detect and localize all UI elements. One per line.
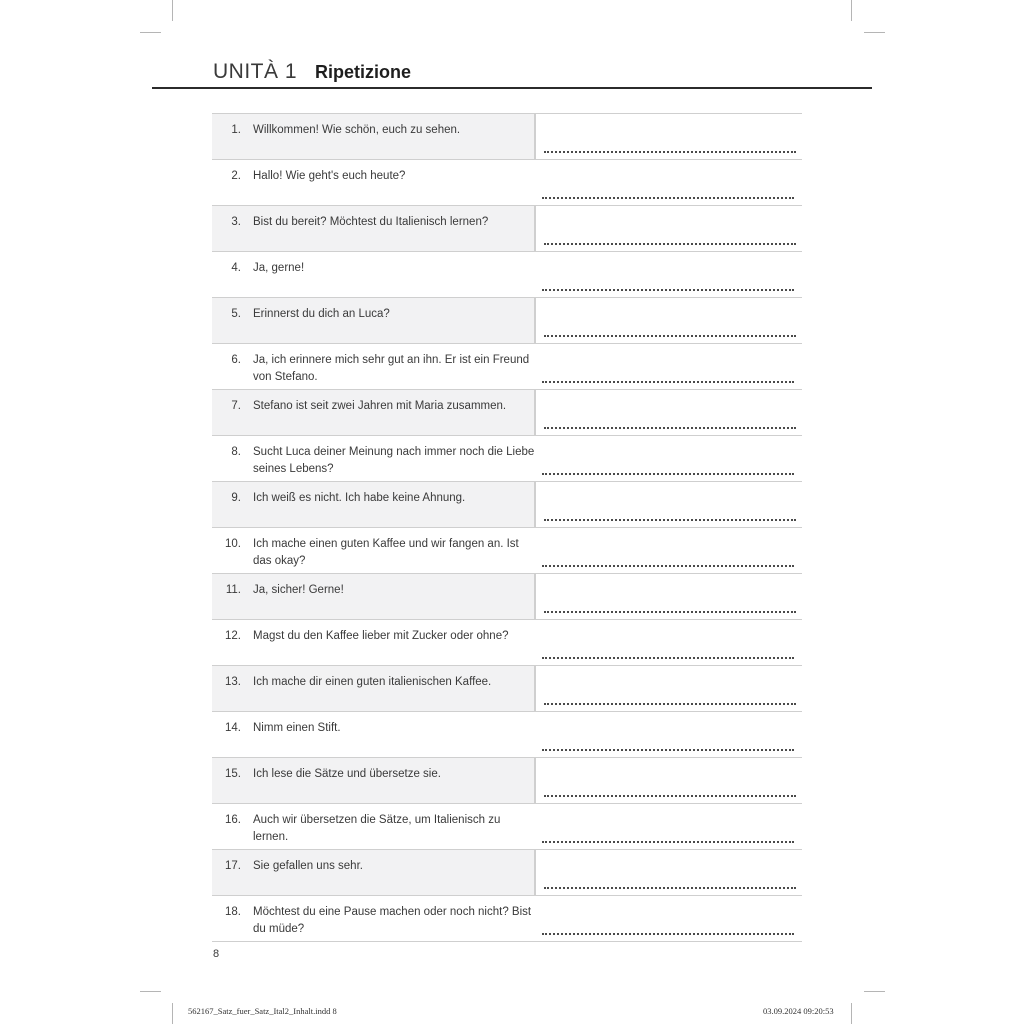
- answer-dotted-line: [544, 243, 796, 245]
- exercise-number: 12.: [225, 630, 241, 642]
- crop-mark: [172, 0, 173, 21]
- exercise-row: [212, 344, 802, 390]
- exercise-number: 4.: [231, 262, 241, 274]
- answer-dotted-line: [542, 841, 794, 843]
- answer-field[interactable]: [534, 114, 804, 159]
- exercise-number: 9.: [231, 492, 241, 504]
- page-header: [213, 60, 411, 84]
- crop-mark: [140, 32, 161, 33]
- exercise-row: [212, 620, 802, 666]
- exercise-row: [212, 804, 802, 850]
- answer-field[interactable]: [534, 298, 804, 343]
- exercise-number: 1.: [231, 124, 241, 136]
- exercise-prompt: Hallo! Wie geht's euch heute?: [253, 170, 406, 182]
- answer-field[interactable]: [534, 252, 802, 297]
- exercise-prompt: Erinnerst du dich an Luca?: [253, 308, 390, 320]
- exercise-row: [212, 436, 802, 482]
- exercise-prompt: Sie gefallen uns sehr.: [253, 860, 363, 872]
- exercise-number: 15.: [225, 768, 241, 780]
- answer-field[interactable]: [534, 206, 804, 251]
- exercise-row: [212, 758, 802, 804]
- page-number: 8: [213, 948, 220, 960]
- crop-mark: [864, 32, 885, 33]
- exercise-prompt: Ich mache dir einen guten italienischen Kaffee.: [253, 676, 492, 688]
- exercise-row: [212, 712, 802, 758]
- exercise-row: [212, 574, 802, 620]
- exercise-table: [212, 113, 802, 942]
- answer-field[interactable]: [534, 574, 804, 619]
- exercise-number: 16.: [225, 814, 241, 826]
- answer-dotted-line: [542, 565, 794, 567]
- answer-dotted-line: [544, 335, 796, 337]
- answer-dotted-line: [542, 657, 794, 659]
- answer-field[interactable]: [534, 160, 802, 205]
- exercise-prompt: Ich weiß es nicht. Ich habe keine Ahnung.: [253, 492, 466, 504]
- answer-dotted-line: [544, 795, 796, 797]
- crop-mark: [864, 991, 885, 992]
- answer-field[interactable]: [534, 436, 802, 481]
- exercise-row: [212, 850, 802, 896]
- unit-label: UNITÀ 1: [213, 60, 298, 83]
- answer-field[interactable]: [534, 804, 802, 849]
- answer-dotted-line: [544, 611, 796, 613]
- answer-dotted-line: [542, 749, 794, 751]
- footer-timestamp: 03.09.2024 09:20:53: [763, 1006, 834, 1016]
- exercise-number: 2.: [231, 170, 241, 182]
- answer-field[interactable]: [534, 390, 804, 435]
- answer-dotted-line: [544, 427, 796, 429]
- exercise-prompt: Nimm einen Stift.: [253, 722, 341, 734]
- answer-field[interactable]: [534, 344, 802, 389]
- exercise-row: [212, 482, 802, 528]
- page-title: Ripetizione: [315, 62, 412, 82]
- answer-field[interactable]: [534, 620, 802, 665]
- answer-dotted-line: [544, 887, 796, 889]
- exercise-number: 8.: [231, 446, 241, 458]
- exercise-row: [212, 390, 802, 436]
- answer-field[interactable]: [534, 896, 802, 941]
- exercise-row: [212, 298, 802, 344]
- exercise-row: [212, 896, 802, 942]
- exercise-prompt: Auch wir übersetzen die Sätze, um Italienisch zu lernen.: [253, 814, 501, 843]
- crop-mark: [851, 1003, 852, 1024]
- exercise-prompt: Stefano ist seit zwei Jahren mit Maria zusammen.: [253, 400, 507, 412]
- answer-dotted-line: [544, 703, 796, 705]
- answer-dotted-line: [542, 933, 794, 935]
- answer-field[interactable]: [534, 482, 804, 527]
- answer-field[interactable]: [534, 758, 804, 803]
- footer-file-info: 562167_Satz_fuer_Satz_Ital2_Inhalt.indd 8: [188, 1006, 337, 1016]
- exercise-number: 5.: [231, 308, 241, 320]
- exercise-number: 11.: [225, 584, 241, 596]
- exercise-number: 14.: [225, 722, 241, 734]
- answer-field[interactable]: [534, 712, 802, 757]
- exercise-row: [212, 528, 802, 574]
- exercise-prompt: Sucht Luca deiner Meinung nach immer noch die Liebe seines Lebens?: [253, 446, 535, 475]
- exercise-prompt: Möchtest du eine Pause machen oder noch nicht? Bist du müde?: [253, 906, 532, 935]
- exercise-row: [212, 114, 802, 160]
- answer-dotted-line: [544, 151, 796, 153]
- crop-mark: [172, 1003, 173, 1024]
- exercise-prompt: Willkommen! Wie schön, euch zu sehen.: [253, 124, 461, 136]
- exercise-number: 13.: [225, 676, 241, 688]
- exercise-prompt: Ich lese die Sätze und übersetze sie.: [253, 768, 441, 780]
- answer-dotted-line: [542, 381, 794, 383]
- exercise-number: 10.: [225, 538, 241, 550]
- exercise-row: [212, 252, 802, 298]
- exercise-prompt: Ja, gerne!: [253, 262, 305, 274]
- exercise-prompt: Ich mache einen guten Kaffee und wir fangen an. Ist das okay?: [253, 538, 519, 567]
- crop-mark: [851, 0, 852, 21]
- answer-dotted-line: [544, 519, 796, 521]
- exercise-number: 3.: [231, 216, 241, 228]
- exercise-prompt: Ja, ich erinnere mich sehr gut an ihn. Er ist ein Freund von Stefano.: [253, 354, 530, 383]
- answer-dotted-line: [542, 289, 794, 291]
- exercise-prompt: Bist du bereit? Möchtest du Italienisch lernen?: [253, 216, 489, 228]
- exercise-number: 17.: [225, 860, 241, 872]
- exercise-prompt: Magst du den Kaffee lieber mit Zucker oder ohne?: [253, 630, 509, 642]
- crop-mark: [140, 991, 161, 992]
- exercise-number: 7.: [231, 400, 241, 412]
- answer-field[interactable]: [534, 666, 804, 711]
- header-rule: [152, 87, 872, 89]
- answer-field[interactable]: [534, 528, 802, 573]
- exercise-prompt: Ja, sicher! Gerne!: [253, 584, 344, 596]
- answer-dotted-line: [542, 473, 794, 475]
- exercise-row: [212, 160, 802, 206]
- answer-field[interactable]: [534, 850, 804, 895]
- answer-dotted-line: [542, 197, 794, 199]
- exercise-row: [212, 206, 802, 252]
- exercise-number: 6.: [231, 354, 241, 366]
- exercise-number: 18.: [225, 906, 241, 918]
- exercise-row: [212, 666, 802, 712]
